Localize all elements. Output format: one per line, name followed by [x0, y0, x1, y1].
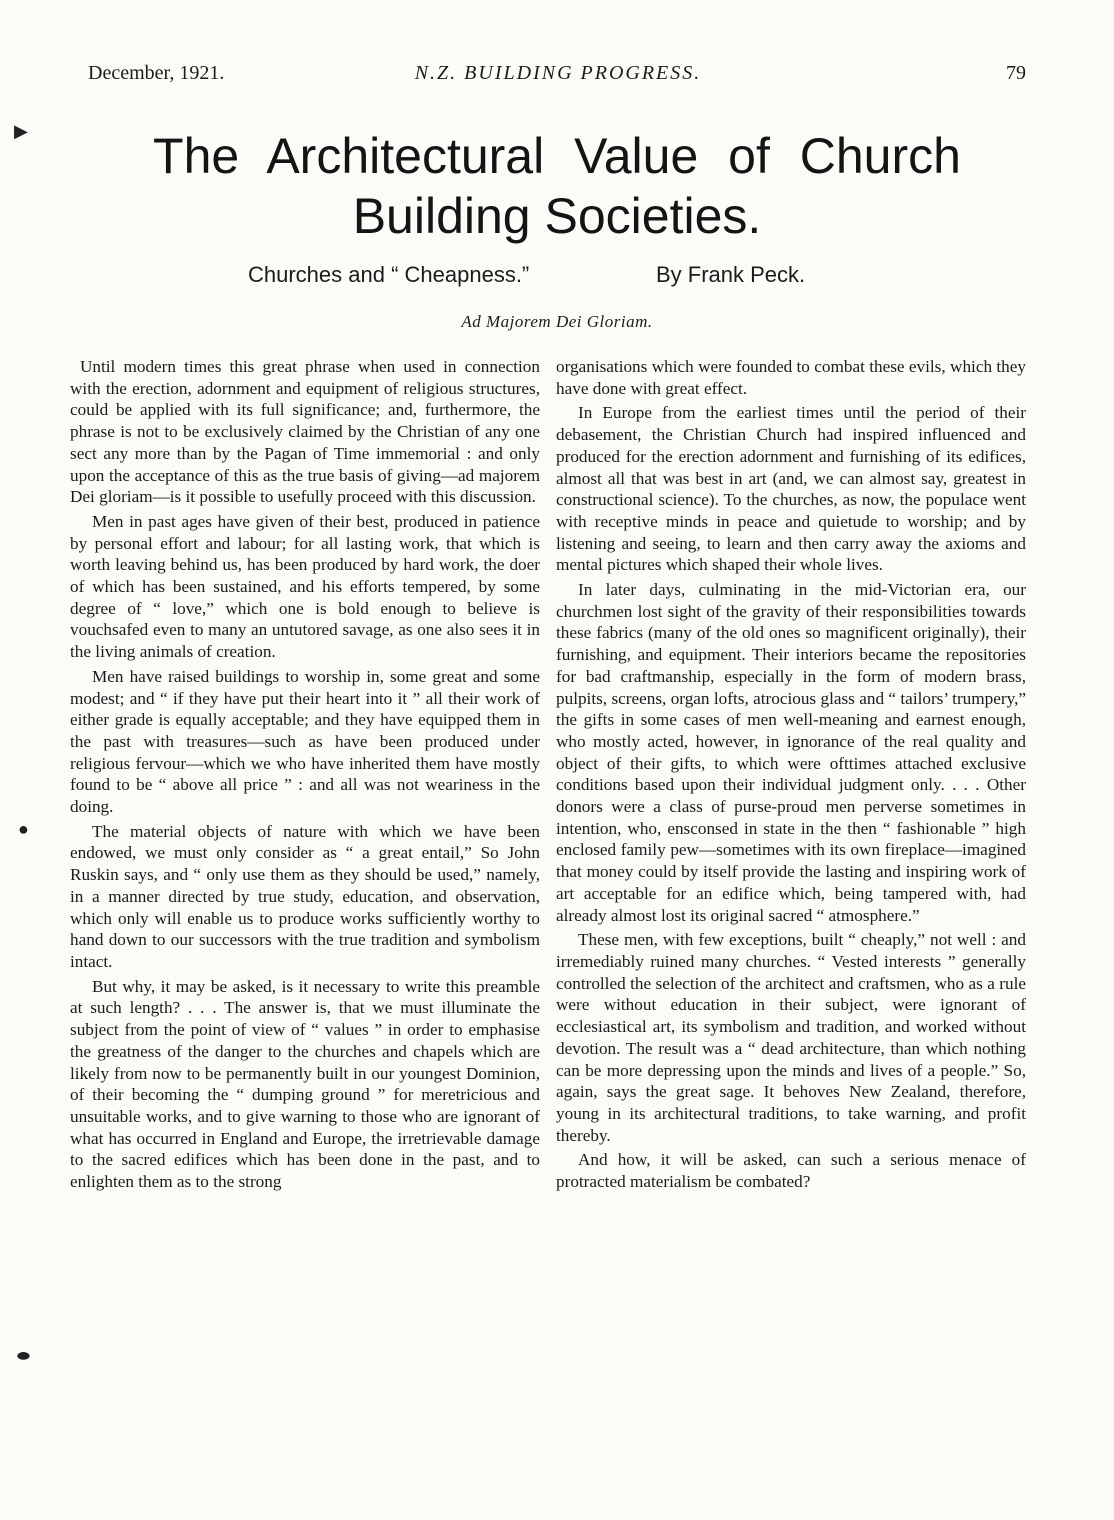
- page-number: 79: [1006, 62, 1026, 84]
- article-motto: Ad Majorem Dei Gloriam.: [461, 312, 653, 331]
- blot-mark-icon: ●: [14, 1345, 33, 1365]
- paragraph: In later days, culminating in the mid-Victorian era, our churchmen lost sight of the gravity of their responsibilities towards these fabrics (many of the old ones so magnificent originally), their furnishing, and equipment. Their interiors became the repositories for bad craftmanship, especially in the form of modern brass, pulpits, screens, organ lofts, atrocious glass and “ tailors’ trumpery,” the gifts in some cases of men well-meaning and earnest enough, who mostly acted, however, in ignorance of the real quality and object of their gifts, to which were ofttimes attached exclusive conditions based upon their individual judgment only. . . . Other donors were a class of purse-proud men perverse sometimes in intention, who, ensconsed in state in the then “ fashionable ” high enclosed family pew—sometimes with its own fireplace—imagined that money could by itself provide the lasting and inspiring work of art acceptable for an edifice which, being tampered with, had already almost lost its original sacred “ atmosphere.”: [556, 580, 1026, 925]
- journal-name: N.Z. BUILDING PROGRESS.: [414, 62, 702, 84]
- issue-date: December, 1921.: [88, 62, 225, 84]
- paragraph: But why, it may be asked, is it necessary to write this preamble at such length? . . . The answer is, that we must illuminate the subject from the point of view of “ values ” in order to emphasise the greatness of the danger to the churches and chapels which are likely from now to be permanently built in our youngest Dominion, of their becoming the “ dumping ground ” for meretricious and unsuitable works, and to give warning to those who are ignorant of what has occurred in England and Europe, the irretrievable damage to the sacred edifices which has been done in the past, and to enlighten them as to the strong: [70, 976, 540, 1192]
- article-byline: By Frank Peck.: [656, 262, 806, 287]
- paragraph: These men, with few exceptions, built “ cheaply,” not well : and irremediably ruined many churches. “ Vested interests ” generally controlled the selection of the architect and craftsmen, who as a rule were without education in their subject, were ignorant of ecclesiastical art, its symbolism and tradition, and worked without devotion. The result was a “ dead architecture, than which nothing can be more depressing upon the minds and lives of a people.” So, again, says the great sage. It behoves New Zealand, therefore, young in its architectural traditions, to take warning, and profit thereby.: [556, 930, 1026, 1145]
- paragraph: Until modern times this great phrase when used in connection with the erection, adornment and equipment of religious structures, could be applied with its full significance; and, furthermore, the phrase is not to be exclusively claimed by the Christian of any one sect any more than by the Pagan of Time immemorial : and only upon the acceptance of this as the true basis of giving—ad majorem Dei gloriam—is it possible to usefully proceed with this discussion.: [70, 357, 540, 507]
- left-column: [70, 356, 540, 1193]
- title-line-2: Building Societies.: [352, 188, 762, 244]
- right-column: [556, 356, 1026, 1193]
- paragraph: In Europe from the earliest times until the period of their debasement, the Christian Church had inspired influenced and produced for the erection adornment and furnishing of its edifices, almost all that was best in art (and, we can almost say, greatest in constructional science). To the churches, as now, the populace went with receptive minds in peace and quietude to worship; and by listening and seeing, to learn and then carry away the axioms and mental pictures which shaped their whole lives.: [556, 403, 1026, 575]
- paragraph: organisations which were founded to combat these evils, which they have done with great effect.: [556, 357, 1026, 398]
- subtitle-row: [0, 262, 1114, 294]
- running-head: [88, 62, 1028, 90]
- title-line-1: The Architectural Value of Church: [153, 128, 961, 184]
- paragraph: Men in past ages have given of their best, produced in patience by personal effort and labour; for all lasting work, that which is worth leaving behind us, has been produced by hard work, the doer of which has been sustained, and his efforts tempered, by some degree of “ love,” which one is bold enough to believe is vouchsafed even to many an untutored savage, as one also sees it in the living animals of creation.: [70, 511, 540, 662]
- pointer-mark-icon: ▶: [14, 121, 28, 141]
- blot-mark-icon: ●: [18, 819, 29, 839]
- paragraph: The material objects of nature with which we have been endowed, we must only consider as “ a great entail,” So John Ruskin says, and “ only use them as they should be used,” namely, in a manner directed by true study, education, and observation, which only will enable us to produce works sufficiently worthy to hand down to our successors with the true tradition and symbolism intact.: [70, 821, 540, 971]
- article-subtitle: Churches and “ Cheapness.”: [248, 262, 530, 287]
- paragraph: And how, it will be asked, can such a serious menace of protracted materialism be combated?: [556, 1150, 1026, 1192]
- paragraph: Men have raised buildings to worship in, some great and some modest; and “ if they have put their heart into it ” all their work of either grade is equally acceptable; and they have equipped them in the past with treasures—such as have been produced under religious fervour—which we who have inherited them have mostly found to be “ above all price ” : and all was not weariness in the doing.: [70, 666, 540, 817]
- article-title: [0, 126, 1114, 246]
